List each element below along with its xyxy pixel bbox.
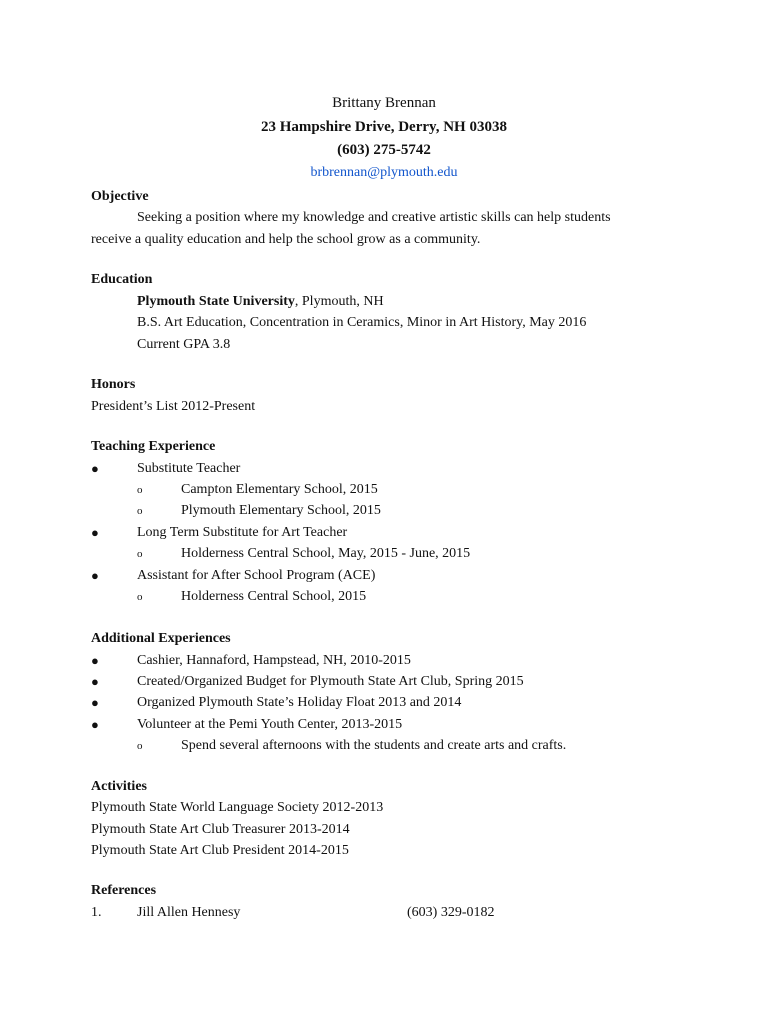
activity-item: Plymouth State Art Club Treasurer 2013-2014 — [91, 822, 350, 837]
activity-item: Plymouth State World Language Society 2012-2013 — [91, 800, 384, 815]
candidate-address: 23 Hampshire Drive, Derry, NH 03038 — [261, 119, 507, 135]
sub-bullet-icon: o — [137, 548, 143, 560]
reference-phone: (603) 329-0182 — [407, 905, 495, 920]
objective-text-line-2: receive a quality education and help the school grow as a community. — [91, 232, 481, 247]
bullet-icon: ● — [91, 653, 99, 668]
education-school-line — [137, 293, 384, 311]
additional-item-detail: Spend several afternoons with the students and create arts and crafts. — [181, 738, 567, 753]
honors-heading: Honors — [91, 377, 136, 392]
teaching-item-detail: Holderness Central School, 2015 — [181, 589, 367, 604]
bullet-icon: ● — [91, 568, 99, 583]
candidate-name: Brittany Brennan — [332, 95, 436, 111]
objective-heading: Objective — [91, 189, 149, 204]
activity-item: Plymouth State Art Club President 2014-2015 — [91, 843, 349, 858]
objective-text-line-1: Seeking a position where my knowledge and creative artistic skills can help students — [137, 210, 611, 225]
bullet-icon: ● — [91, 695, 99, 710]
bullet-icon: ● — [91, 525, 99, 540]
additional-item: Organized Plymouth State’s Holiday Float 2013 and 2014 — [137, 695, 462, 710]
teaching-item-title: Assistant for After School Program (ACE) — [137, 568, 376, 583]
bullet-icon: ● — [91, 674, 99, 689]
teaching-item-detail: Campton Elementary School, 2015 — [181, 482, 378, 497]
teaching-heading: Teaching Experience — [91, 439, 216, 454]
sub-bullet-icon: o — [137, 740, 143, 752]
education-gpa: Current GPA 3.8 — [137, 337, 231, 352]
candidate-phone: (603) 275-5742 — [337, 142, 431, 158]
sub-bullet-icon: o — [137, 591, 143, 603]
teaching-item-detail: Plymouth Elementary School, 2015 — [181, 503, 381, 518]
education-degree: B.S. Art Education, Concentration in Ceramics, Minor in Art History, May 2016 — [137, 315, 587, 330]
school-location: , Plymouth, NH — [294, 294, 384, 309]
activities-heading: Activities — [91, 779, 147, 794]
honors-item: President’s List 2012-Present — [91, 399, 256, 414]
education-heading: Education — [91, 272, 153, 287]
bullet-icon: ● — [91, 717, 99, 732]
sub-bullet-icon: o — [137, 484, 143, 496]
additional-item: Cashier, Hannaford, Hampstead, NH, 2010-2015 — [137, 653, 411, 668]
references-heading: References — [91, 883, 157, 898]
sub-bullet-icon: o — [137, 505, 143, 517]
additional-item: Created/Organized Budget for Plymouth State Art Club, Spring 2015 — [137, 674, 524, 689]
teaching-item-title: Substitute Teacher — [137, 461, 241, 476]
bullet-icon: ● — [91, 461, 99, 476]
teaching-item-detail: Holderness Central School, May, 2015 - June, 2015 — [181, 546, 471, 561]
school-name: Plymouth State University — [137, 294, 295, 309]
additional-item: Volunteer at the Pemi Youth Center, 2013-2015 — [137, 717, 403, 732]
additional-heading: Additional Experiences — [91, 631, 231, 646]
reference-name: Jill Allen Hennesy — [137, 905, 241, 920]
reference-number: 1. — [91, 905, 102, 920]
teaching-item-title: Long Term Substitute for Art Teacher — [137, 525, 348, 540]
candidate-email-link[interactable]: brbrennan@plymouth.edu — [310, 165, 458, 180]
